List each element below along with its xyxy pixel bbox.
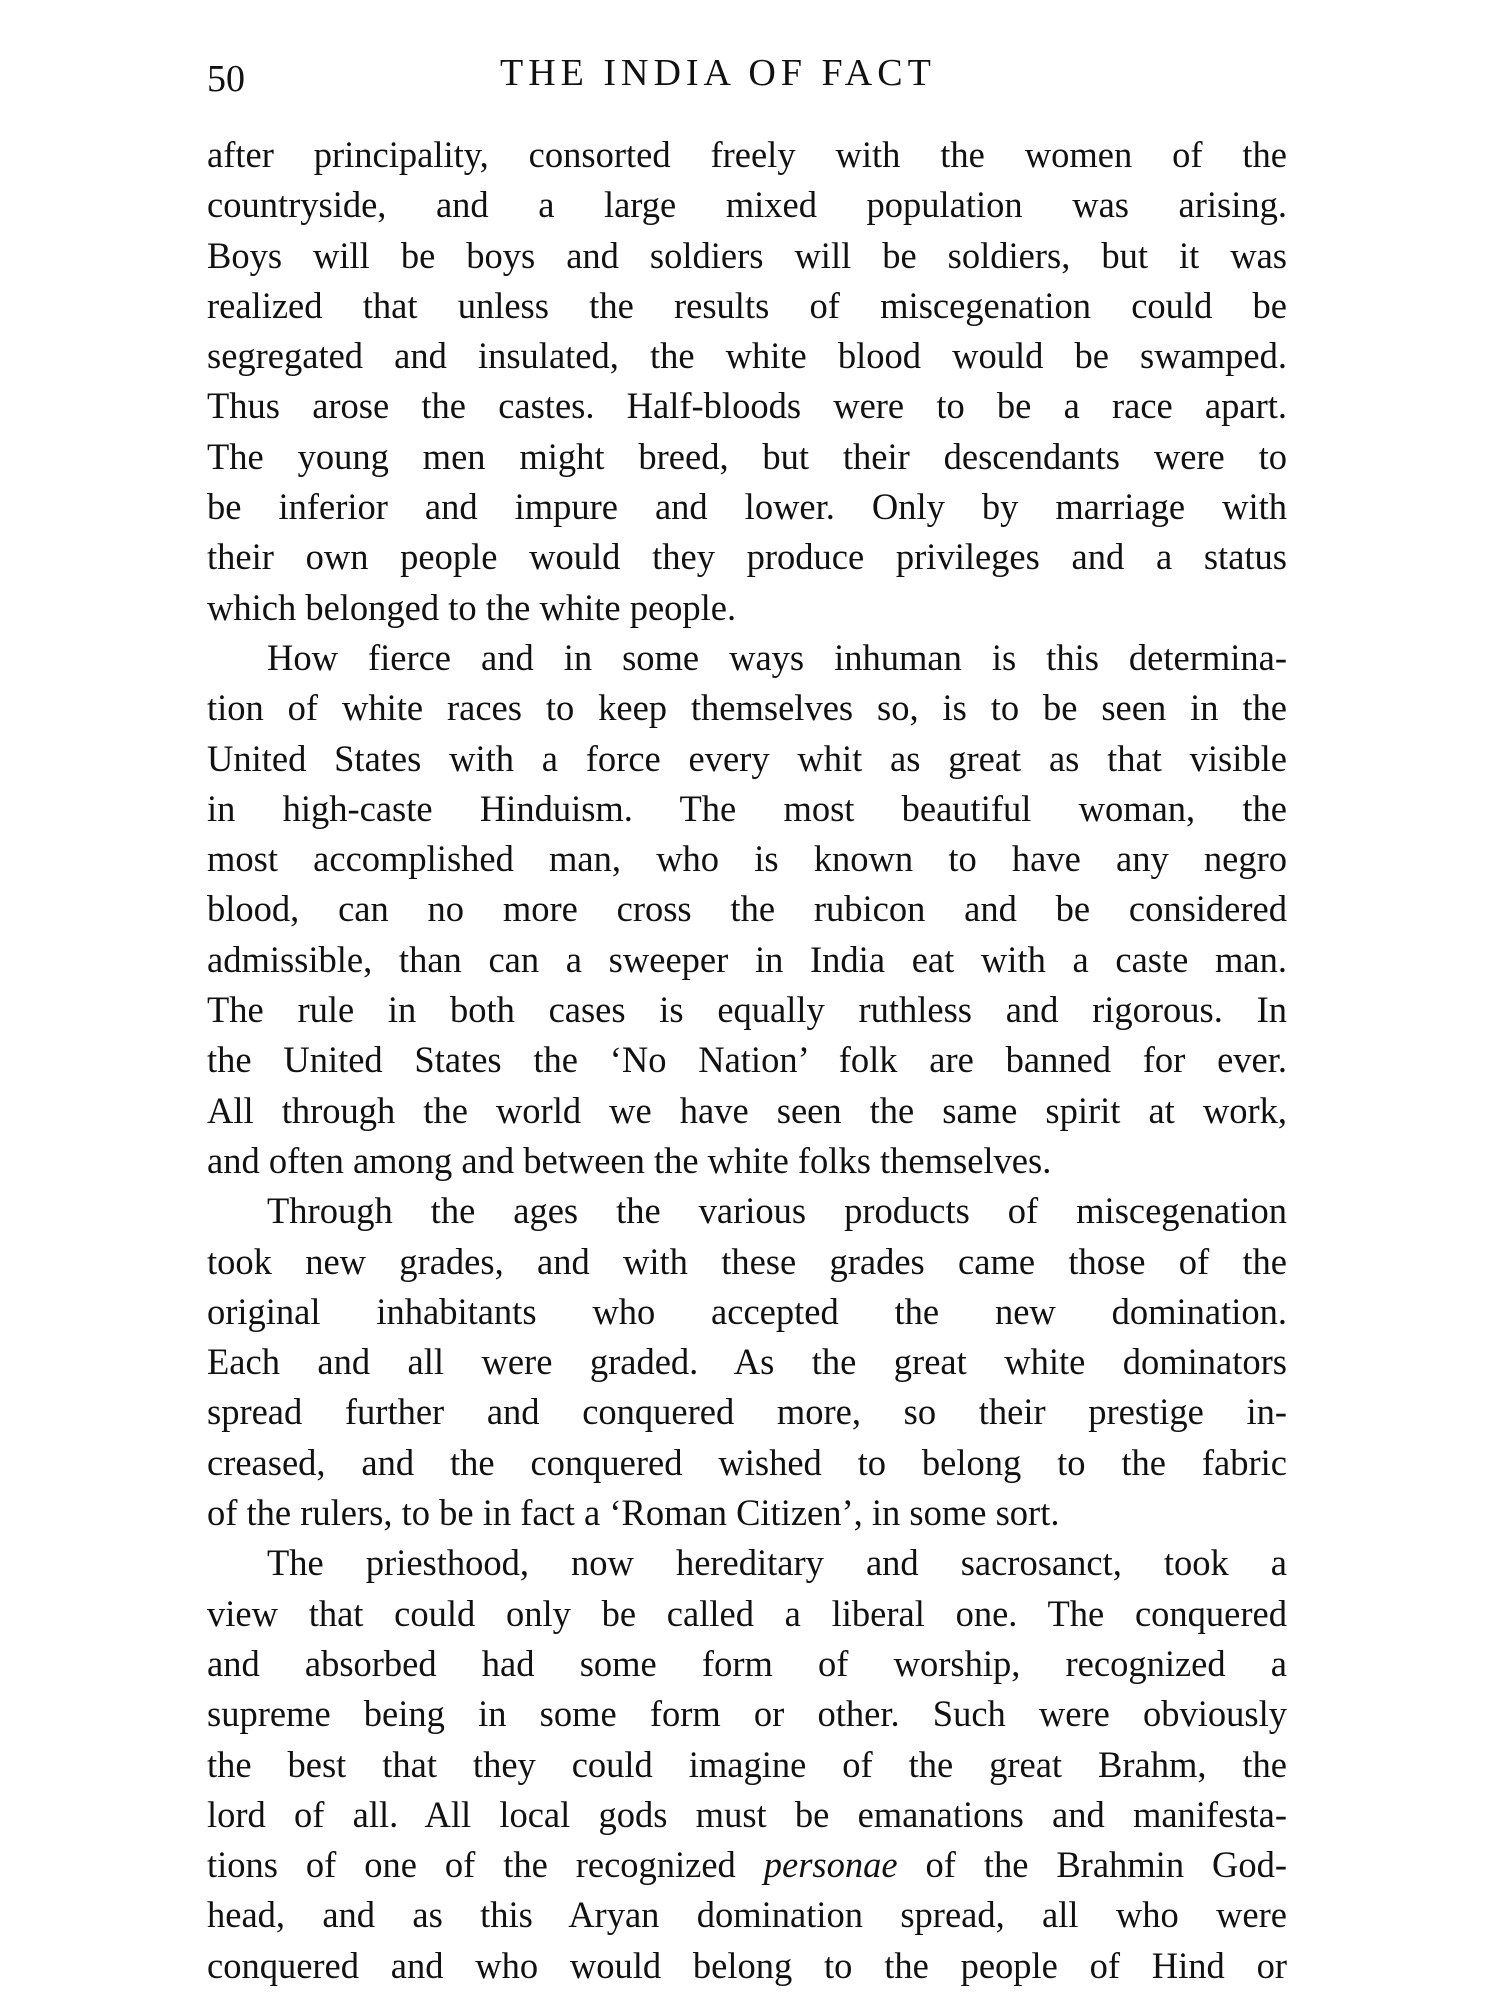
- text-line: and absorbed had some form of worship, recognized a: [207, 1642, 1287, 1684]
- page-number: 50: [207, 58, 245, 100]
- text-line: in high-caste Hinduism. The most beautiful woman, the: [207, 787, 1287, 829]
- paragraph-4: [207, 1538, 1287, 1991]
- text-line: the best that they could imagine of the great Brahm, the: [207, 1743, 1287, 1785]
- text-line: and often among and between the white folks themselves.: [207, 1139, 1052, 1181]
- text-line: of the rulers, to be in fact a ‘Roman Citizen’, in some sort.: [207, 1492, 1060, 1534]
- text-line: Boys will be boys and soldiers will be soldiers, but it was: [207, 234, 1287, 276]
- text-line: The young men might breed, but their descendants were to: [207, 435, 1287, 477]
- text-line: All through the world we have seen the same spirit at work,: [207, 1089, 1287, 1131]
- text-line: Each and all were graded. As the great white dominators: [207, 1341, 1287, 1383]
- text-line: tion of white races to keep themselves so, is to be seen in the: [207, 687, 1287, 729]
- text-line: admissible, than can a sweeper in India eat with a caste man.: [207, 938, 1287, 980]
- text-line: after principality, consorted freely with the women of the: [207, 134, 1287, 175]
- text-line: be inferior and impure and lower. Only by marriage with: [207, 486, 1287, 528]
- text-line: most accomplished man, who is known to have any negro: [207, 838, 1287, 880]
- paragraph-1: [207, 130, 1287, 633]
- text-line: The rule in both cases is equally ruthless and rigorous. In: [207, 989, 1287, 1031]
- text-line: which belonged to the white people.: [207, 586, 737, 628]
- text-line: The priesthood, now hereditary and sacrosanct, took a: [267, 1542, 1287, 1584]
- text-line: lord of all. All local gods must be emanations and manifesta-: [207, 1793, 1287, 1835]
- text-line: their own people would they produce privileges and a status: [207, 536, 1287, 578]
- text-line: countryside, and a large mixed population was arising.: [207, 184, 1287, 226]
- paragraph-3: [207, 1186, 1287, 1538]
- text-line: took new grades, and with these grades came those of the: [207, 1240, 1287, 1282]
- text-line: United States with a force every whit as great as that visible: [207, 737, 1287, 779]
- text-line: the United States the ‘No Nation’ folk are banned for ever.: [207, 1039, 1287, 1081]
- text-line: head, and as this Aryan domination spread, all who were: [207, 1894, 1287, 1936]
- text-line-italic-term: [207, 1840, 1287, 1890]
- text-line: blood, can no more cross the rubicon and be considered: [207, 888, 1287, 930]
- text-line: realized that unless the results of miscegenation could be: [207, 284, 1287, 326]
- italic-term: personae: [763, 1844, 898, 1886]
- text-line: spread further and conquered more, so their prestige in-: [207, 1391, 1287, 1433]
- text-run: of the Brahmin God-: [897, 1844, 1287, 1886]
- text-run: tions of one of the recognized: [207, 1844, 764, 1886]
- running-title: THE INDIA OF FACT: [500, 52, 936, 94]
- text-line: creased, and the conquered wished to belong to the fabric: [207, 1441, 1287, 1483]
- text-line: Thus arose the castes. Half-bloods were to be a race apart.: [207, 385, 1287, 427]
- text-line: original inhabitants who accepted the new domination.: [207, 1290, 1287, 1332]
- body-text: [207, 130, 1287, 1991]
- text-line: supreme being in some form or other. Such were obviously: [207, 1693, 1287, 1735]
- text-line: Through the ages the various products of miscegenation: [267, 1190, 1287, 1232]
- paragraph-2: [207, 633, 1287, 1186]
- text-line: segregated and insulated, the white blood would be swamped.: [207, 335, 1287, 377]
- text-line: How fierce and in some ways inhuman is this determina-: [267, 636, 1287, 678]
- text-line: view that could only be called a liberal one. The conquered: [207, 1592, 1287, 1634]
- text-line: conquered and who would belong to the people of Hind or: [207, 1944, 1287, 1986]
